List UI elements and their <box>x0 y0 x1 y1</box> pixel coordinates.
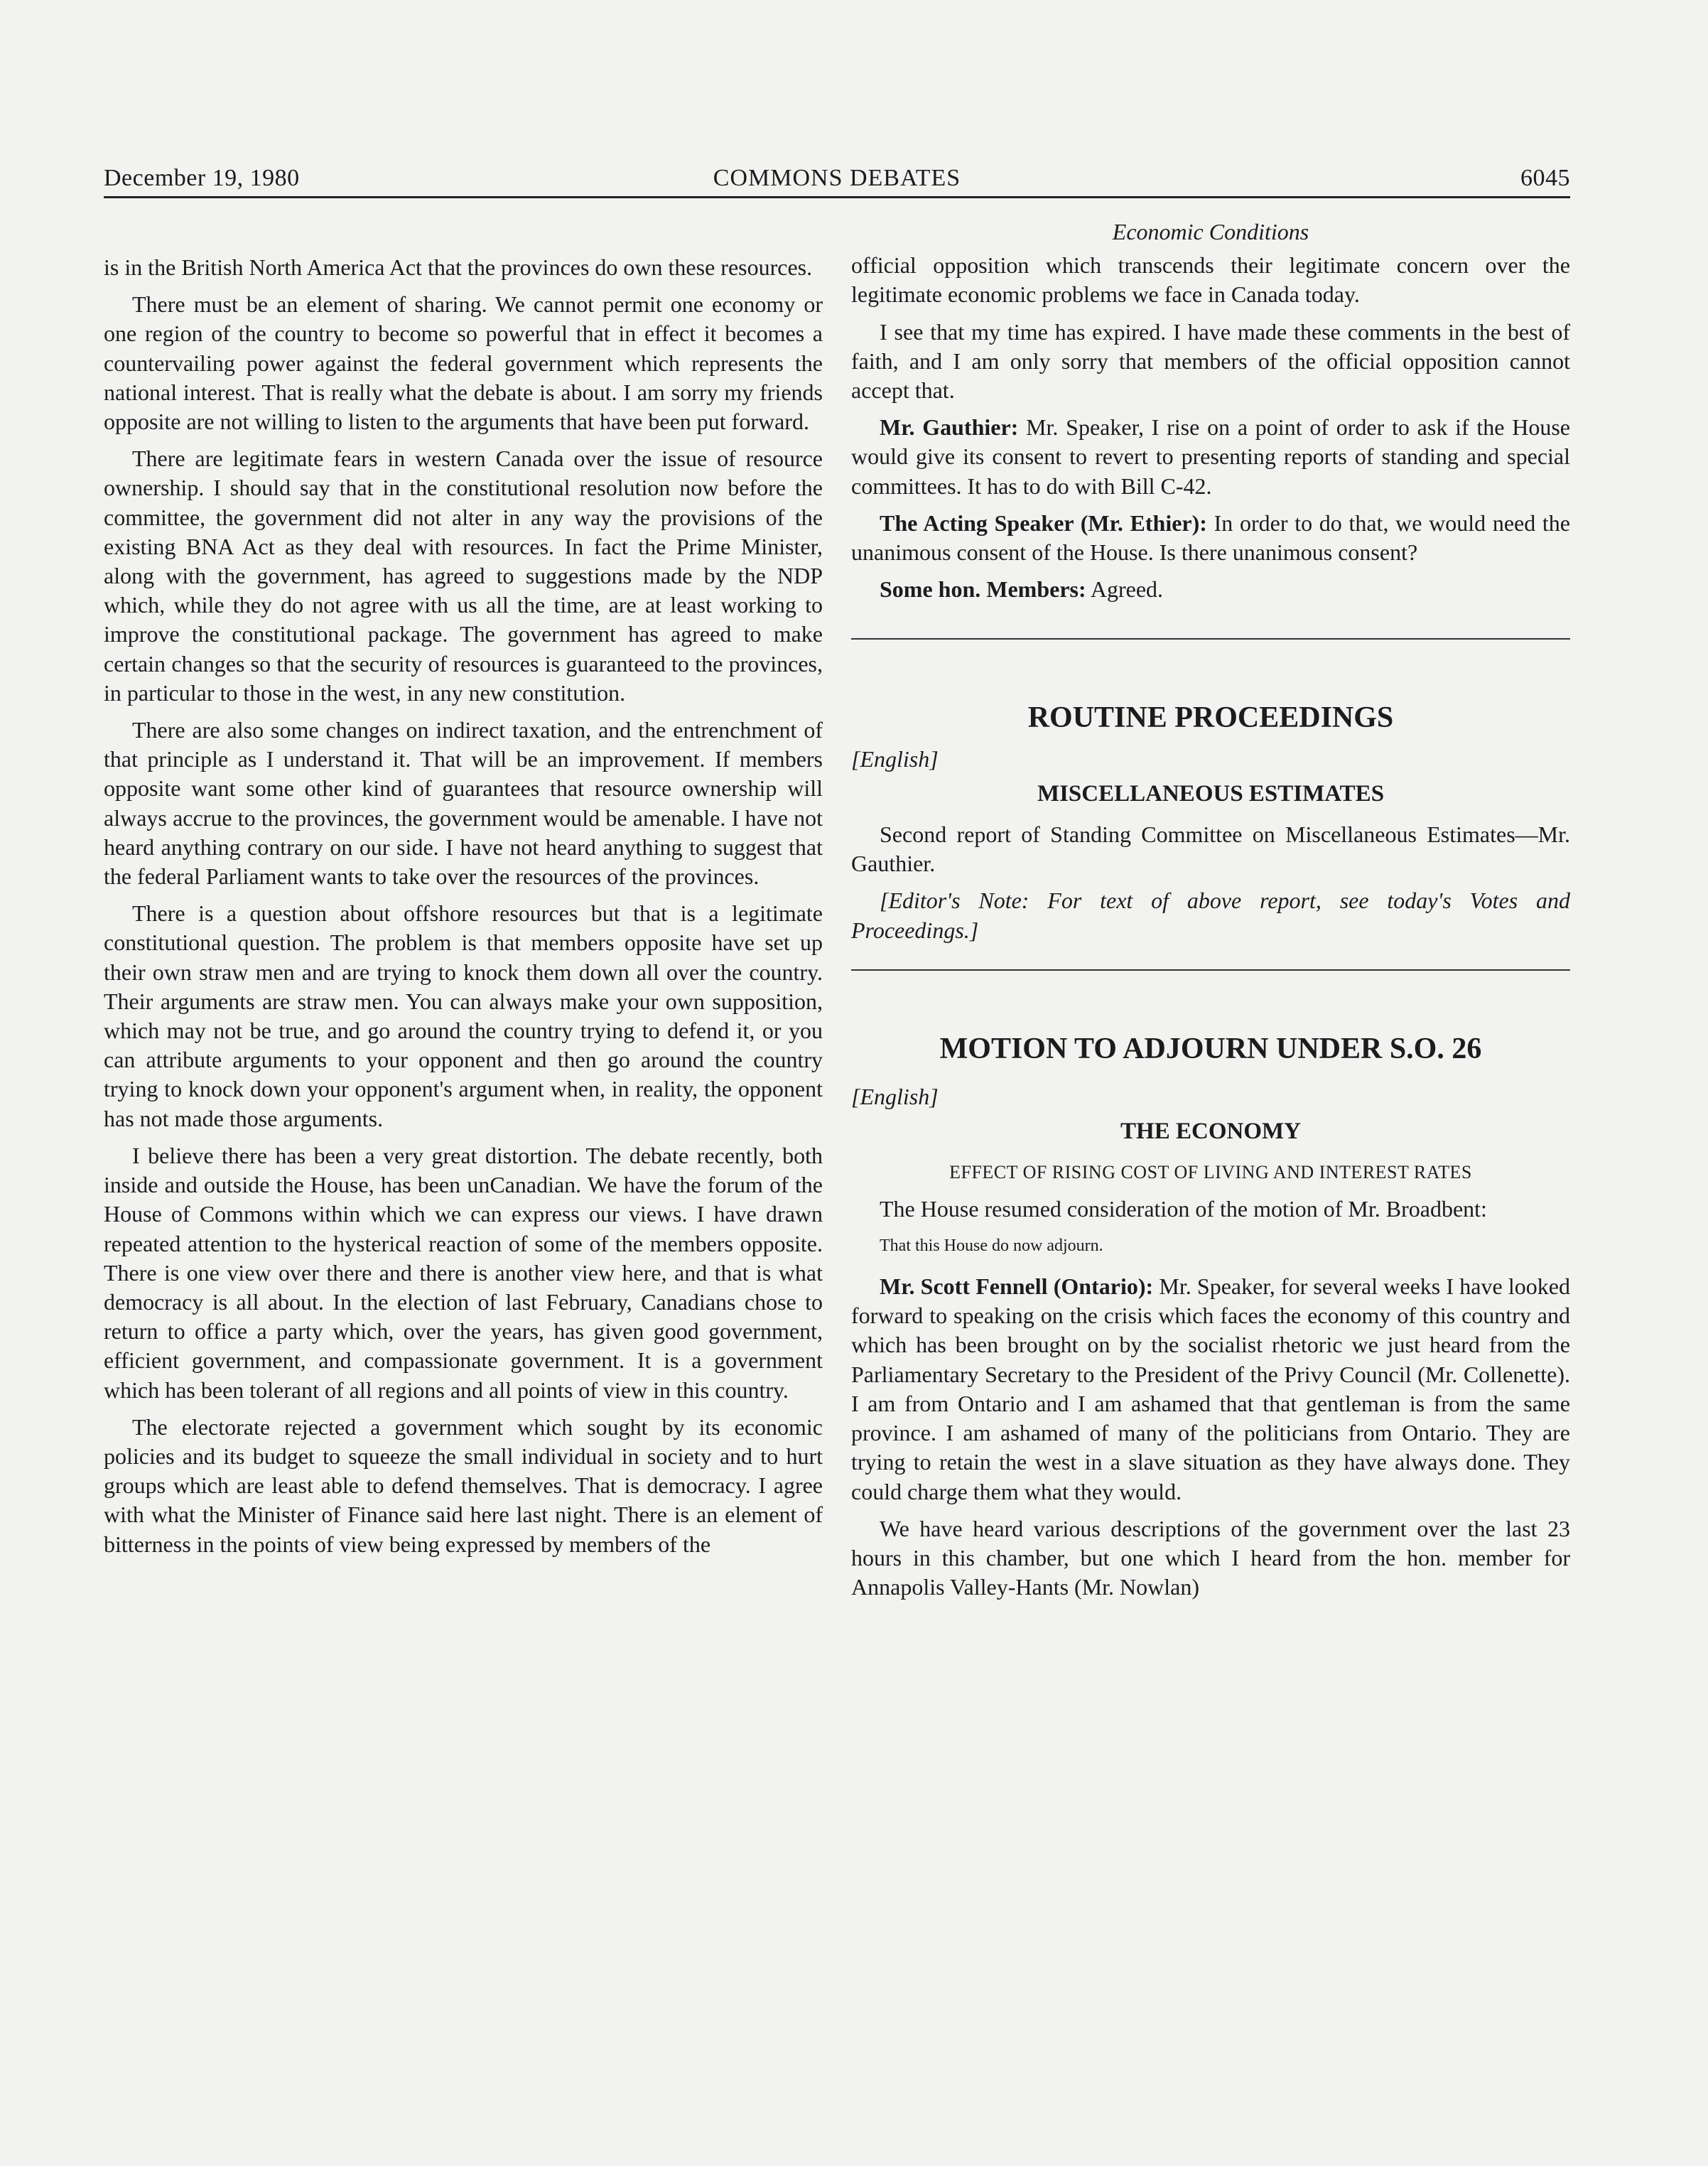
speech-text: Mr. Speaker, I rise on a point of order to ask if the House would give its consent to revert to presenting reports of standing and special committees. It has to do with Bill C-42. <box>851 414 1571 499</box>
paragraph: I believe there has been a very great distortion. The debate recently, both inside and outside the House, has been unCanadian. We have the forum of the House of Commons within which we can express our views. I have drawn repeated attention to the hysterical reaction of some of the members opposite. There is one view over there and there is another view here, and that is what democracy is all about. In the election of last February, Canadians chose to return to office a party which, over the years, has given good government, efficient government, and compassionate government. It is a government which has been tolerant of all regions and all points of view in this country. <box>104 1142 823 1403</box>
paragraph: There are legitimate fears in western Canada over the issue of resource ownership. I should say that in the constitutional resolution now before the committee, the government did not alter in any way the provisions of the existing BNA Act as they deal with resources. In fact the Prime Minister, along with the government, has agreed to suggestions made by the NDP which, while they do not agree with us all the time, are at least working to improve the constitutional package. The government has agreed to make certain changes so that the security of resources is guaranteed to the provinces, in particular to those in the west, in any new constitution. <box>104 446 823 706</box>
speech-fennell <box>851 1272 1570 1507</box>
paragraph: There are also some changes on indirect taxation, and the entrenchment of that principle as I understand it. That will be an improvement. If members opposite want some other kind of guarantees that resource ownership will always accrue to the provinces, the government would be amenable. I have not heard anything contrary on our side. I have not heard anything to suggest that the federal Parliament wants to take over the resources of the provinces. <box>104 717 823 890</box>
section-divider <box>851 969 1570 971</box>
paragraph: The House resumed consideration of the motion of Mr. Broadbent: <box>880 1195 1487 1222</box>
editors-note: [Editor's Note: For text of above report, see today's Votes and Proceedings.] <box>851 888 1570 943</box>
misc-estimates-heading: MISCELLANEOUS ESTIMATES <box>1037 780 1385 807</box>
speaker-name: Some hon. Members: <box>880 576 1086 603</box>
section-label: Economic Conditions <box>1112 219 1309 244</box>
speaker-name: Mr. Gauthier: <box>880 414 1019 441</box>
speech-members <box>851 575 1570 604</box>
paragraph: is in the British North America Act that the provinces do own these resources. <box>104 254 813 280</box>
speech-text: Agreed. <box>1086 576 1164 603</box>
page-date: December 19, 1980 <box>104 165 300 191</box>
section-divider <box>851 638 1570 640</box>
language-tag: [English] <box>851 1084 939 1110</box>
speaker-name: The Acting Speaker (Mr. Ethier): <box>880 510 1207 536</box>
left-column <box>104 253 823 1567</box>
subheading: EFFECT OF RISING COST OF LIVING AND INTEREST RATES <box>949 1162 1472 1183</box>
right-column <box>851 217 1570 1610</box>
economy-heading: THE ECONOMY <box>1120 1119 1301 1145</box>
paragraph: The electorate rejected a government which sought by its economic policies and its budget to squeeze the small individual in society and to hurt groups which are least able to defend themselves. That is democracy. I agree with what the Minister of Finance said here last night. There is an element of bitterness in the points of view being expressed by members of the <box>104 1413 823 1557</box>
running-head <box>104 161 1570 198</box>
speaker-name: Mr. Scott Fennell (Ontario): <box>880 1273 1154 1300</box>
motion-heading: MOTION TO ADJOURN UNDER S.O. 26 <box>939 1032 1482 1065</box>
page-number: 6045 <box>1520 165 1570 191</box>
paragraph: There is a question about offshore resources but that is a legitimate constitutional question. The problem is that members opposite have set up their own straw men and are trying to knock them down all over the country. Their arguments are straw men. You can always make your own supposition, which may not be true, and go around the country trying to defend it, or you can attribute arguments to your opponent and then go around the country trying to knock down your opponent's argument when, in reality, the opponent has not made those arguments. <box>104 900 823 1131</box>
publication-title: COMMONS DEBATES <box>713 165 961 191</box>
speech-gauthier <box>851 413 1570 501</box>
paragraph: There must be an element of sharing. We cannot permit one economy or one region of the country to become so powerful that in effect it becomes a countervailing power against the federal government which represents the national interest. That is really what the debate is about. I am sorry my friends opposite are not willing to listen to the arguments that have been put forward. <box>104 291 823 435</box>
paragraph: Second report of Standing Committee on Miscellaneous Estimates—Mr. Gauthier. <box>851 821 1570 877</box>
speech-text: In order to do that, we would need the unanimous consent of the House. Is there unanimous consent? <box>851 510 1571 566</box>
paragraph: official opposition which transcends their legitimate concern over the legitimate economic problems we face in Canada today. <box>851 252 1570 308</box>
routine-proceedings-heading: ROUTINE PROCEEDINGS <box>1027 701 1394 735</box>
paragraph: I see that my time has expired. I have made these comments in the best of faith, and I am only sorry that members of the official opposition cannot accept that. <box>851 318 1570 404</box>
speech-acting-speaker <box>851 509 1570 567</box>
paragraph: We have heard various descriptions of the government over the last 23 hours in this chamber, but one which I heard from the hon. member for Annapolis Valley-Hants (Mr. Nowlan) <box>851 1515 1570 1600</box>
speech-text: Mr. Speaker, for several weeks I have looked forward to speaking on the crisis which faces the economy of this country and which has been brought on by the socialist rhetoric we just heard from the Parliamentary Secretary to the President of the Privy Council (Mr. Collenette). I am from Ontario and I am ashamed that that gentleman is from the same province. I am ashamed of many of the politicians from Ontario. They are trying to retain the west in a slave situation as they have always done. They could charge them what they would. <box>851 1273 1571 1504</box>
language-tag: [English] <box>851 745 939 772</box>
motion-text: That this House do now adjourn. <box>880 1236 1103 1255</box>
